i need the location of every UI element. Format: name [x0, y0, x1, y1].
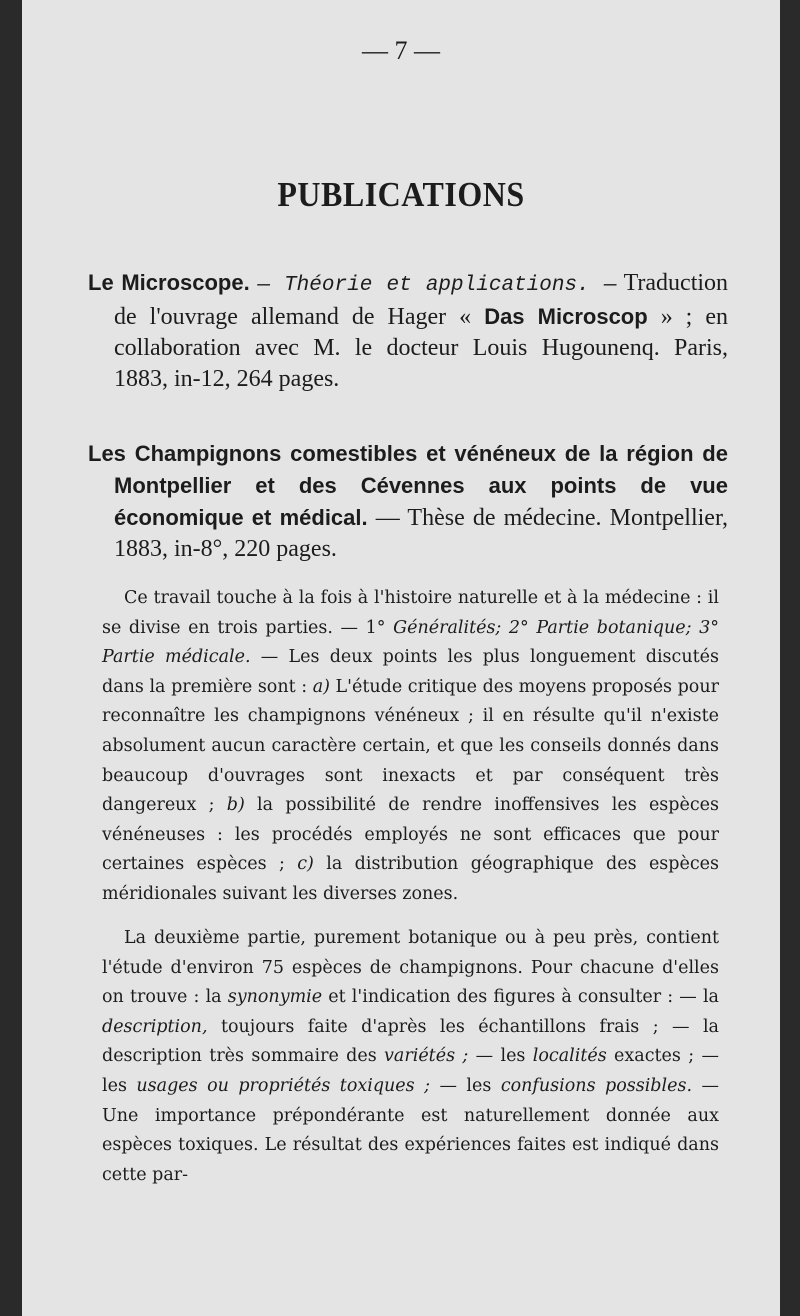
- italic-run: confusions possibles.: [500, 1075, 693, 1096]
- entry-title: Le Microscope.: [88, 270, 250, 295]
- entry-title: Les Champignons comestibles et vénéneux de la région de Montpellier et des Cévennes aux points de vue économique et médical.: [88, 441, 728, 530]
- text-run: la possibilité de rendre inoffensives les espèces vénéneuses : les procédés employés ne sont efficaces que pour certaines espèces ;: [102, 795, 719, 875]
- text-run: exactes ; — les: [102, 1046, 719, 1096]
- text-run: — les: [475, 1046, 526, 1067]
- italic-run: variétés ;: [384, 1046, 469, 1067]
- body-paragraph: [102, 924, 719, 1190]
- italic-run: localités: [532, 1046, 607, 1067]
- publication-entry-champignons: [88, 438, 728, 565]
- italic-run: description,: [102, 1016, 208, 1037]
- entry-text: » ; en collaboration avec M. le docteur Louis Hugounenq. Paris, 1883, in-12, 264 pages.: [114, 304, 729, 392]
- document-page: [22, 0, 780, 1316]
- text-run: La deuxième partie, purement botanique ou à peu près, contient l'étude d'environ 75 espèces de champignons. Pour chacune d'elles on trouve : la: [102, 928, 719, 1008]
- italic-run: c): [297, 854, 314, 875]
- entry-text: — Thèse de médecine. Montpellier, 1883, in-8°, 220 pages.: [114, 505, 728, 562]
- text-run: Ce travail touche à la fois à l'histoire naturelle et à la médecine : il se divise en trois parties. — 1°: [102, 588, 719, 638]
- page-number: — 7 —: [362, 36, 440, 65]
- italic-run: usages ou propriétés toxiques ;: [136, 1075, 430, 1096]
- italic-run: a): [312, 676, 330, 697]
- text-run: toujours faite d'après les échantillons frais ; — la description très sommaire des: [102, 1016, 719, 1067]
- entry-text: Traduction de l'ouvrage allemand de Hager «: [114, 270, 729, 330]
- page-title: PUBLICATIONS: [277, 174, 525, 214]
- entry-subtitle: — Théorie et applications. —: [257, 274, 617, 297]
- text-run: et l'indication des figures à consulter : — la: [328, 987, 719, 1008]
- italic-run: b): [226, 795, 245, 816]
- text-run: L'étude critique des moyens proposés pour reconnaître les champignons vénéneux ; il en résulte qu'il n'existe absolument aucun caractère certain, et que les conseils donnés dans beaucoup d'ouvrages sont inexacts et par conséquent très dangereux ;: [102, 676, 719, 816]
- italic-run: Généralités; 2° Partie botanique; 3° Partie médicale.: [102, 617, 720, 668]
- entry-bold-reference: Das Microscop: [484, 304, 648, 329]
- text-run: — les: [439, 1075, 492, 1096]
- italic-run: synonymie: [227, 987, 323, 1008]
- text-run: — Les deux points les plus longuement discutés dans la première sont :: [102, 647, 719, 697]
- text-run: la distribution géographique des espèces méridionales suivant les diverses zones.: [102, 854, 719, 904]
- text-run: — Une importance prépondérante est naturellement donnée aux espèces toxiques. Le résultat des expériences faites est indiqué dans cette par-: [102, 1075, 719, 1185]
- body-paragraph: [102, 584, 719, 910]
- publication-entry-microscope: [88, 267, 728, 395]
